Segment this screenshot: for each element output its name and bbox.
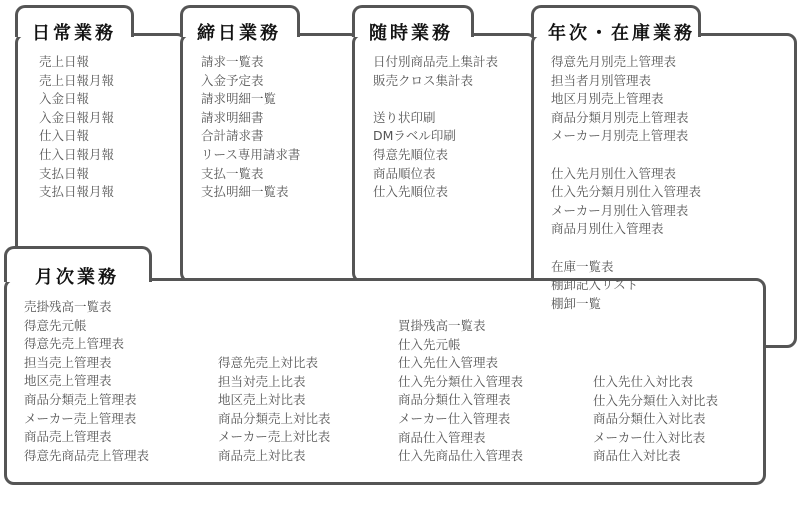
menu-item[interactable]: 商品仕入管理表 xyxy=(398,429,486,445)
menu-item[interactable]: 担当対売上比表 xyxy=(218,373,306,389)
menu-item[interactable]: 販売クロス集計表 xyxy=(373,72,474,88)
menu-item[interactable]: リース専用請求書 xyxy=(201,146,301,162)
menu-item[interactable]: 棚卸記入リスト xyxy=(551,277,639,293)
menu-item[interactable]: 仕入日報 xyxy=(39,128,90,144)
menu-item[interactable]: 送り状印刷 xyxy=(373,109,436,125)
daily-tab[interactable]: 日常業務 xyxy=(15,5,134,37)
menu-item[interactable]: 合計請求書 xyxy=(201,128,264,144)
menu-item[interactable]: 仕入日報月報 xyxy=(39,146,115,162)
menu-item[interactable]: 得意先月別売上管理表 xyxy=(551,54,677,69)
monthly-menu-col2 xyxy=(218,354,331,466)
menu-item[interactable]: 売掛残高一覧表 xyxy=(24,299,112,314)
menu-spacer xyxy=(551,146,701,165)
menu-item[interactable]: 仕入先分類仕入管理表 xyxy=(398,373,524,389)
menu-item[interactable]: 在庫一覧表 xyxy=(551,258,614,274)
monthly-tab[interactable]: 月次業務 xyxy=(4,246,152,282)
menu-item[interactable]: 商品分類売上管理表 xyxy=(24,391,137,407)
menu-item[interactable]: 仕入先月別仕入管理表 xyxy=(551,165,677,181)
menu-item[interactable]: 仕入先分類仕入対比表 xyxy=(593,392,719,408)
menu-item[interactable]: 地区月別売上管理表 xyxy=(551,91,664,107)
menu-item[interactable]: 得意先売上対比表 xyxy=(218,355,319,370)
closing-tab[interactable]: 締日業務 xyxy=(180,5,300,37)
menu-item[interactable]: 地区売上管理表 xyxy=(24,373,112,389)
menu-item[interactable]: メーカー月別売上管理表 xyxy=(551,128,689,144)
menu-item[interactable]: 仕入先順位表 xyxy=(373,184,449,200)
menu-item[interactable]: 日付別商品売上集計表 xyxy=(373,54,499,69)
menu-item[interactable]: DMラベル印刷 xyxy=(373,128,456,144)
menu-item[interactable]: 仕入先分類月別仕入管理表 xyxy=(551,184,702,200)
anytime-menu xyxy=(373,53,498,202)
monthly-menu-col1 xyxy=(24,298,149,465)
menu-item[interactable]: 商品分類売上対比表 xyxy=(218,410,331,426)
menu-item[interactable]: 商品月別仕入管理表 xyxy=(551,221,664,237)
menu-item[interactable]: 支払日報 xyxy=(39,165,90,181)
menu-item[interactable]: 仕入先元帳 xyxy=(398,336,461,352)
monthly-menu-col3 xyxy=(398,317,523,466)
menu-item[interactable]: 請求明細書 xyxy=(201,109,264,125)
menu-item[interactable]: 売上日報月報 xyxy=(39,72,115,88)
menu-item[interactable]: 商品仕入対比表 xyxy=(593,448,681,464)
menu-item[interactable]: 支払日報月報 xyxy=(39,184,115,200)
menu-item[interactable]: 担当者月別管理表 xyxy=(551,72,652,88)
menu-spacer xyxy=(373,90,498,109)
menu-item[interactable]: 入金日報 xyxy=(39,91,90,107)
menu-item[interactable]: メーカー売上管理表 xyxy=(24,410,137,426)
menu-item[interactable]: 入金日報月報 xyxy=(39,109,115,125)
menu-item[interactable]: 仕入先仕入管理表 xyxy=(398,355,499,371)
menu-item[interactable]: 地区売上対比表 xyxy=(218,392,306,408)
menu-item[interactable]: 商品売上管理表 xyxy=(24,429,112,445)
menu-item[interactable]: 買掛残高一覧表 xyxy=(398,318,486,333)
menu-item[interactable]: 請求一覧表 xyxy=(201,54,264,69)
menu-item[interactable]: 仕入先商品仕入管理表 xyxy=(398,448,524,464)
annual-menu xyxy=(551,53,701,313)
closing-menu xyxy=(201,53,300,202)
menu-item[interactable]: 入金予定表 xyxy=(201,72,264,88)
menu-item[interactable]: 支払一覧表 xyxy=(201,165,264,181)
menu-item[interactable]: メーカー売上対比表 xyxy=(218,429,331,445)
menu-item[interactable]: 得意先売上管理表 xyxy=(24,336,125,352)
annual-tab[interactable]: 年次・在庫業務 xyxy=(531,5,701,37)
menu-item[interactable]: メーカー仕入対比表 xyxy=(593,429,706,445)
menu-item[interactable]: 棚卸一覧 xyxy=(551,295,602,311)
monthly-menu-col4 xyxy=(593,373,718,466)
menu-spacer xyxy=(551,239,701,258)
daily-menu xyxy=(39,53,114,202)
menu-item[interactable]: 支払明細一覧表 xyxy=(201,184,289,200)
menu-item[interactable]: 商品順位表 xyxy=(373,165,436,181)
menu-item[interactable]: 担当売上管理表 xyxy=(24,354,112,370)
menu-item[interactable]: メーカー月別仕入管理表 xyxy=(551,202,689,218)
menu-item[interactable]: 請求明細一覧 xyxy=(201,91,277,107)
menu-item[interactable]: 得意先順位表 xyxy=(373,146,449,162)
menu-item[interactable]: 得意先元帳 xyxy=(24,317,87,333)
menu-item[interactable]: 得意先商品売上管理表 xyxy=(24,447,150,463)
menu-item[interactable]: 商品分類月別売上管理表 xyxy=(551,109,689,125)
menu-item[interactable]: 売上日報 xyxy=(39,54,90,69)
menu-item[interactable]: 商品売上対比表 xyxy=(218,447,306,463)
menu-item[interactable]: 商品分類仕入対比表 xyxy=(593,411,706,427)
menu-item[interactable]: メーカー仕入管理表 xyxy=(398,410,511,426)
menu-item[interactable]: 商品分類仕入管理表 xyxy=(398,392,511,408)
menu-item[interactable]: 仕入先仕入対比表 xyxy=(593,374,694,389)
anytime-tab[interactable]: 随時業務 xyxy=(352,5,474,37)
